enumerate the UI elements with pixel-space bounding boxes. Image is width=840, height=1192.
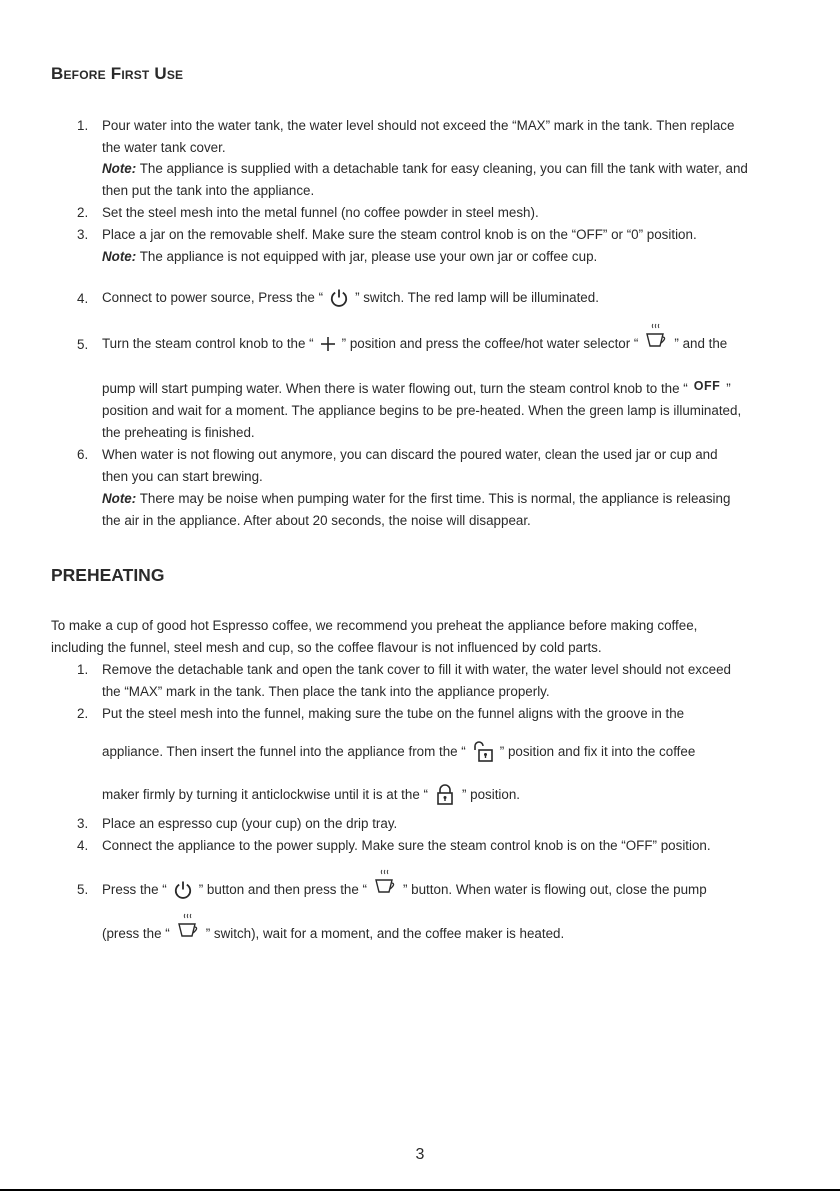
page-number: 3 <box>415 1146 425 1163</box>
note-label: Note: <box>102 249 137 264</box>
list-number: 2. <box>77 205 89 220</box>
list-item-text <box>102 282 599 314</box>
hot-water-cup-icon <box>644 322 668 350</box>
text-fragment: Press the “ <box>102 882 167 897</box>
list-number: 1. <box>77 118 89 133</box>
list-number: 2. <box>77 706 89 721</box>
text-fragment: ” and the <box>674 336 728 351</box>
bottom-rule <box>0 1189 840 1191</box>
plus-icon <box>320 336 336 352</box>
text-fragment: Connect to power source, Press the “ <box>102 290 324 305</box>
text-fragment: ” button and then press the “ <box>198 882 367 897</box>
note-label: Note: <box>102 161 137 176</box>
hot-water-cup-icon <box>373 868 397 896</box>
hot-water-cup-icon <box>176 912 200 940</box>
note-line <box>102 161 748 177</box>
list-number: 5. <box>77 882 89 897</box>
text-fragment: appliance. Then insert the funnel into the appliance from the “ <box>102 744 466 759</box>
list-item-text: the preheating is finished. <box>102 425 255 440</box>
list-number: 4. <box>77 838 89 853</box>
list-item-text: Set the steel mesh into the metal funnel (no coffee powder in steel mesh). <box>102 205 539 220</box>
list-item-text: When water is not flowing out anymore, you can discard the poured water, clean the used jar or cup and <box>102 447 718 462</box>
list-item-text: Connect the appliance to the power supply. Make sure the steam control knob is on the “OFF” position. <box>102 838 711 853</box>
list-item-text: Remove the detachable tank and open the tank cover to fill it with water, the water level should not exceed <box>102 662 731 677</box>
list-item-text: Put the steel mesh into the funnel, making sure the tube on the funnel aligns with the groove in the <box>102 706 685 721</box>
text-fragment: ” <box>726 381 731 396</box>
list-number: 3. <box>77 816 89 831</box>
section-heading-preheating: PREHEATING <box>51 565 165 585</box>
text-fragment: maker firmly by turning it anticlockwise until it is at the “ <box>102 787 428 802</box>
list-item-text: the water tank cover. <box>102 140 226 155</box>
text-fragment: ” position and fix it into the coffee <box>499 744 696 759</box>
list-item-text: Pour water into the water tank, the water level should not exceed the “MAX” mark in the tank. Then replace <box>102 118 735 133</box>
note-line <box>102 491 730 507</box>
off-label: OFF <box>693 379 721 393</box>
text-fragment: Turn the steam control knob to the “ <box>102 336 314 351</box>
list-item-text: Place an espresso cup (your cup) on the drip tray. <box>102 816 398 831</box>
text-fragment: ” position. <box>461 787 521 802</box>
list-number: 6. <box>77 447 89 462</box>
power-icon <box>173 880 193 900</box>
note-line <box>102 249 597 265</box>
note-text: There may be noise when pumping water for the first time. This is normal, the appliance is releasing <box>136 491 731 506</box>
list-number: 1. <box>77 662 89 677</box>
list-number: 3. <box>77 227 89 242</box>
list-item-text <box>102 868 707 910</box>
power-icon <box>329 288 349 308</box>
text-fragment: ” switch), wait for a moment, and the coffee maker is heated. <box>205 926 565 941</box>
list-item-text <box>102 322 727 364</box>
text-fragment: ” switch. The red lamp will be illuminated. <box>355 290 599 305</box>
text-fragment: ” button. When water is flowing out, close the pump <box>402 882 707 897</box>
list-item-text <box>102 378 731 397</box>
text-fragment: ” position and press the coffee/hot water selector “ <box>341 336 639 351</box>
text-fragment: pump will start pumping water. When there is water flowing out, turn the steam control knob to the “ <box>102 381 688 396</box>
note-text: then put the tank into the appliance. <box>102 183 315 198</box>
note-text: the air in the appliance. After about 20 seconds, the noise will disappear. <box>102 513 531 528</box>
intro-text: including the funnel, steel mesh and cup, so the coffee flavour is not influenced by cold parts. <box>51 640 602 655</box>
list-item-text: then you can start brewing. <box>102 469 263 484</box>
list-item-text: the “MAX” mark in the tank. Then place the tank into the appliance properly. <box>102 684 550 699</box>
text-fragment: (press the “ <box>102 926 170 941</box>
list-item-text: Place a jar on the removable shelf. Make sure the steam control knob is on the “OFF” or “0” position. <box>102 227 697 242</box>
note-text: The appliance is not equipped with jar, please use your own jar or coffee cup. <box>136 249 598 264</box>
list-item-text <box>102 736 695 768</box>
list-item-text <box>102 779 520 811</box>
note-label: Note: <box>102 491 137 506</box>
list-item-text <box>102 912 564 954</box>
unlock-icon <box>472 741 494 763</box>
lock-icon <box>434 784 456 806</box>
list-number: 4. <box>77 291 89 306</box>
note-text: The appliance is supplied with a detachable tank for easy cleaning, you can fill the tank with water, and <box>136 161 748 176</box>
intro-text: To make a cup of good hot Espresso coffee, we recommend you preheat the appliance before making coffee, <box>51 618 698 633</box>
section-heading-before-first-use: Before First Use <box>51 64 184 83</box>
list-number: 5. <box>77 337 89 352</box>
list-item-text: position and wait for a moment. The appliance begins to be pre-heated. When the green lamp is illuminated, <box>102 403 742 418</box>
